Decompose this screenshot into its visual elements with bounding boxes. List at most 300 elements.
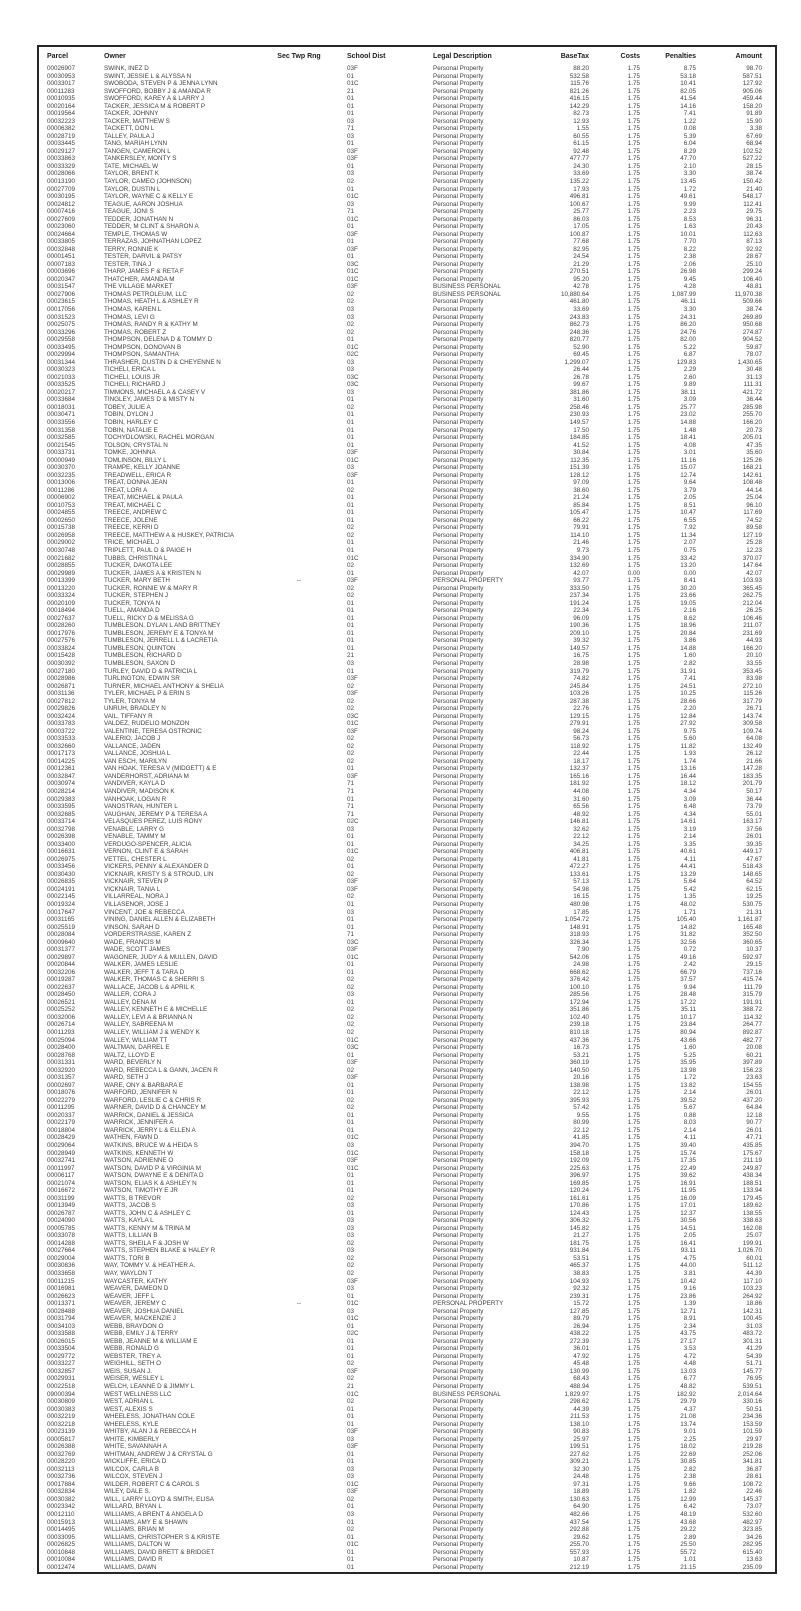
amount-cell: 28.61: [746, 1473, 762, 1481]
school-dist-cell: 01: [347, 1413, 355, 1421]
amount-cell: 145.77: [742, 1367, 762, 1375]
owner-cell: WARD, SETH J: [104, 1074, 149, 1082]
owner-cell: VAN ESCH, MARILYN: [104, 757, 167, 765]
penalties-cell: 43.75: [680, 1330, 696, 1338]
owner-cell: TOCHYDLOWSKI, RACHEL MORGAN: [104, 434, 214, 442]
owner-cell: TANG, MARIAH LYNN: [104, 140, 168, 148]
penalties-cell: 7.41: [683, 110, 696, 118]
table-row: [39, 1104, 775, 1112]
legal-description-cell: Personal Property: [433, 147, 484, 155]
costs-cell: 1.75: [627, 629, 640, 637]
amount-cell: 29.97: [746, 1435, 762, 1443]
base-tax-cell: 181.75: [569, 1239, 589, 1247]
penalties-cell: 14.82: [680, 923, 696, 931]
penalties-cell: 129.83: [676, 358, 696, 366]
sec-twp-rng-cell: [269, 1165, 329, 1173]
base-tax-cell: 245.84: [569, 682, 589, 690]
penalties-cell: 0.08: [683, 125, 696, 133]
owner-cell: WALLEY, KENNETH E & MICHELLE: [104, 1006, 208, 1014]
sec-twp-rng-cell: [269, 954, 329, 962]
legal-description-cell: Personal Property: [433, 765, 484, 773]
school-dist-cell: 03F: [347, 946, 358, 954]
costs-cell: 1.75: [627, 1157, 640, 1165]
table-row: [39, 1052, 775, 1060]
owner-cell: TICHELI, LOUIS JR: [104, 373, 160, 381]
sec-twp-rng-cell: [269, 1082, 329, 1090]
school-dist-cell: 02: [347, 321, 355, 329]
costs-cell: 1.75: [627, 577, 640, 585]
costs-cell: 1.75: [627, 351, 640, 359]
school-dist-cell: 03F: [347, 1157, 358, 1165]
sec-twp-rng-cell: [269, 344, 329, 352]
amount-cell: 435.85: [742, 1141, 762, 1149]
legal-description-cell: Personal Property: [433, 215, 484, 223]
costs-cell: 1.75: [627, 998, 640, 1006]
base-tax-cell: 33.69: [573, 306, 589, 313]
penalties-cell: 23.66: [680, 592, 696, 600]
penalties-cell: 1.74: [683, 757, 696, 765]
base-tax-cell: 65.56: [573, 803, 589, 811]
parcel-cell: 00015428: [47, 652, 76, 660]
base-tax-cell: 100.67: [569, 200, 589, 208]
base-tax-cell: 21.24: [573, 494, 589, 502]
parcel-cell: 00032660: [47, 742, 76, 750]
costs-cell: 1.75: [627, 1511, 640, 1518]
costs-cell: 1.75: [627, 464, 640, 472]
parcel-cell: 00012361: [47, 765, 76, 773]
base-tax-cell: 86.03: [573, 215, 589, 223]
sec-twp-rng-cell: [269, 1014, 329, 1022]
column-header-legal-description: Legal Description: [433, 53, 492, 60]
costs-cell: 1.75: [627, 396, 640, 404]
legal-description-cell: Personal Property: [433, 644, 484, 652]
penalties-cell: 46.11: [680, 298, 696, 306]
legal-description-cell: Personal Property: [433, 524, 484, 532]
school-dist-cell: 71: [347, 788, 355, 795]
costs-cell: 1.75: [627, 1563, 640, 1571]
table-row: [39, 954, 775, 962]
owner-cell: VALLANCE, JADEN: [104, 742, 161, 750]
costs-cell: 1.75: [627, 976, 640, 984]
sec-twp-rng-cell: [269, 298, 329, 306]
sec-twp-rng-cell: [269, 1052, 329, 1060]
owner-cell: WICKLIFFE, ERICA D: [104, 1458, 167, 1466]
sec-twp-rng-cell: [269, 261, 329, 269]
sec-twp-rng-cell: [269, 1270, 329, 1278]
owner-cell: TOBIN, HARLEY C: [104, 418, 159, 426]
penalties-cell: 15.07: [680, 464, 696, 472]
sec-twp-rng-cell: [269, 1428, 329, 1436]
base-tax-cell: 26.94: [573, 1322, 589, 1330]
owner-cell: VETTEL, CHESTER L: [104, 855, 167, 863]
legal-description-cell: Personal Property: [433, 336, 484, 344]
table-row: [39, 1044, 775, 1052]
penalties-cell: 9.45: [683, 275, 696, 283]
owner-cell: TOBIN, DYLON J: [104, 411, 154, 419]
school-dist-cell: 02C: [347, 1330, 359, 1338]
table-row: [39, 765, 775, 773]
owner-cell: TRICE, MICHAEL J: [104, 539, 160, 547]
penalties-cell: 2.14: [683, 1126, 696, 1134]
sec-twp-rng-cell: [269, 720, 329, 728]
legal-description-cell: Personal Property: [433, 426, 484, 434]
owner-cell: THARP, JAMES F & RETA F: [104, 268, 184, 276]
parcel-cell: 00028768: [47, 1051, 76, 1059]
penalties-cell: 1.22: [683, 117, 696, 125]
owner-cell: WEAVER, MACKENZIE J: [104, 1315, 176, 1323]
amount-cell: 179.45: [742, 1194, 762, 1202]
penalties-cell: 43.68: [680, 1518, 696, 1526]
legal-description-cell: Personal Property: [433, 1059, 484, 1067]
legal-description-cell: Personal Property: [433, 449, 484, 457]
legal-description-cell: Personal Property: [433, 1006, 484, 1014]
school-dist-cell: 03: [347, 366, 355, 374]
base-tax-cell: 57.13: [573, 878, 589, 886]
costs-cell: 1.75: [627, 622, 640, 630]
costs-cell: 1.75: [627, 358, 640, 366]
base-tax-cell: 41.81: [573, 855, 589, 863]
owner-cell: TREECE, MATTHEW A & HUSKEY, PATRICIA: [104, 531, 235, 539]
amount-cell: 421.72: [742, 388, 762, 396]
base-tax-cell: 68.43: [573, 1375, 589, 1383]
sec-twp-rng-cell: [269, 1089, 329, 1097]
owner-cell: THATCHER, AMANDA M: [104, 275, 175, 283]
legal-description-cell: Personal Property: [433, 810, 484, 818]
table-row: [39, 848, 775, 856]
table-row: [39, 652, 775, 660]
base-tax-cell: 92.48: [573, 147, 589, 155]
sec-twp-rng-cell: [269, 321, 329, 329]
amount-cell: 25.07: [746, 1232, 762, 1240]
costs-cell: 1.75: [627, 825, 640, 833]
amount-cell: 114.32: [743, 1013, 762, 1021]
legal-description-cell: Personal Property: [433, 976, 484, 984]
amount-cell: 112.41: [743, 200, 762, 208]
legal-description-cell: Personal Property: [433, 675, 484, 683]
table-row: [39, 419, 775, 427]
table-row: [39, 818, 775, 826]
legal-description-cell: Personal Property: [433, 1247, 484, 1255]
base-tax-cell: 24.98: [573, 961, 589, 969]
costs-cell: 1.75: [627, 953, 640, 961]
penalties-cell: 6.87: [683, 351, 696, 359]
sec-twp-rng-cell: [269, 276, 329, 284]
base-tax-cell: 16.73: [573, 1044, 589, 1052]
school-dist-cell: 03F: [347, 1074, 358, 1082]
sec-twp-rng-cell: [269, 231, 329, 239]
base-tax-cell: 32.62: [573, 825, 589, 833]
parcel-cell: 00033863: [47, 155, 76, 163]
table-row: [39, 1436, 775, 1444]
table-row: [39, 1285, 775, 1293]
sec-twp-rng-cell: [269, 65, 329, 73]
sec-twp-rng-cell: [269, 427, 329, 435]
sec-twp-rng-cell: [269, 750, 329, 758]
parcel-cell: 00029558: [47, 336, 76, 344]
school-dist-cell: 71: [347, 208, 355, 216]
column-header-costs: Costs: [620, 53, 640, 60]
penalties-cell: 10.41: [680, 80, 696, 88]
amount-cell: 530.75: [742, 900, 762, 908]
penalties-cell: 2.89: [683, 1533, 696, 1541]
costs-cell: 1.75: [627, 313, 640, 321]
penalties-cell: 12.84: [680, 712, 696, 720]
base-tax-cell: 21.27: [573, 1232, 589, 1240]
parcel-cell: 00020109: [47, 599, 76, 607]
owner-cell: VICKNAIR, TANIA L: [104, 885, 161, 893]
sec-twp-rng-cell: [269, 765, 329, 773]
parcel-cell: 00034103: [47, 1322, 76, 1330]
owner-cell: WATTS, SHEILA F & JOSH W: [104, 1239, 189, 1247]
sec-twp-rng-cell: [269, 1067, 329, 1075]
parcel-cell: 00023342: [47, 1503, 76, 1511]
parcel-cell: 00032857: [47, 1367, 76, 1375]
parcel-cell: 00032685: [47, 810, 76, 818]
owner-cell: WATSON, TIMOTHY E JR: [104, 1187, 178, 1195]
sec-twp-rng-cell: [269, 389, 329, 397]
costs-cell: 1.75: [627, 1217, 640, 1225]
costs-cell: 1.75: [627, 938, 640, 946]
owner-cell: WEST, ADRIAN L: [104, 1398, 154, 1406]
school-dist-cell: 03: [347, 1232, 355, 1240]
sec-twp-rng-cell: [269, 1353, 329, 1361]
sec-twp-rng-cell: [269, 1345, 329, 1353]
costs-cell: 1.75: [627, 140, 640, 148]
table-row: [39, 728, 775, 736]
base-tax-cell: 138.10: [569, 1420, 589, 1428]
base-tax-cell: 810.18: [569, 1029, 589, 1036]
school-dist-cell: 01: [347, 418, 355, 426]
parcel-cell: 00029064: [47, 1141, 76, 1149]
base-tax-cell: 16.75: [573, 652, 589, 660]
base-tax-cell: 192.09: [569, 1157, 589, 1165]
table-row: [39, 1353, 775, 1361]
legal-description-cell: Personal Property: [433, 1322, 484, 1330]
parcel-cell: 00013399: [47, 577, 76, 585]
parcel-cell: 00033533: [47, 735, 76, 743]
owner-cell: TREAT, LORI A: [104, 486, 148, 494]
costs-cell: 1.75: [627, 1307, 640, 1315]
school-dist-cell: 01: [347, 629, 355, 637]
school-dist-cell: 21: [347, 652, 355, 660]
amount-cell: 166.20: [742, 644, 762, 652]
parcel-cell: 00017976: [47, 629, 76, 637]
base-tax-cell: 351.86: [569, 1006, 589, 1014]
base-tax-cell: 318.93: [569, 931, 589, 939]
owner-cell: TUMBLESON, DYLAN L AND BRITTNEY: [104, 622, 221, 630]
penalties-cell: 8.41: [683, 577, 696, 585]
table-row: [39, 547, 775, 555]
parcel-cell: 00028488: [47, 1307, 76, 1315]
sec-twp-rng-cell: [269, 411, 329, 419]
legal-description-cell: Personal Property: [433, 1066, 484, 1074]
sec-twp-rng-cell: [269, 780, 329, 788]
table-row: [39, 924, 775, 932]
school-dist-cell: 03: [347, 1141, 355, 1149]
costs-cell: 1.75: [627, 1187, 640, 1195]
legal-description-cell: Personal Property: [433, 1089, 484, 1097]
school-dist-cell: 01: [347, 795, 355, 803]
base-tax-cell: 54.98: [573, 885, 589, 893]
school-dist-cell: 02: [347, 1495, 355, 1503]
parcel-cell: 00026623: [47, 1292, 76, 1300]
legal-description-cell: Personal Property: [433, 95, 484, 103]
school-dist-cell: 03F: [347, 155, 358, 163]
parcel-cell: 00033324: [47, 592, 76, 600]
legal-description-cell: Personal Property: [433, 1315, 484, 1323]
costs-cell: 1.75: [627, 900, 640, 908]
owner-cell: VALLANCE, JOSHUA L: [104, 750, 171, 758]
owner-cell: WILLIAMS, A BRENT & ANGELA D: [104, 1511, 203, 1518]
sec-twp-rng-cell: [269, 939, 329, 947]
owner-cell: TEDDER, M CLINT & SHARON A: [104, 223, 199, 231]
owner-cell: VERNON, CLINT E & SARAH: [104, 848, 188, 856]
sec-twp-rng-cell: [269, 524, 329, 532]
sec-twp-rng-cell: [269, 73, 329, 81]
parcel-cell: 00025094: [47, 1036, 76, 1044]
penalties-cell: 0.75: [683, 547, 696, 554]
legal-description-cell: Personal Property: [433, 1044, 484, 1052]
penalties-cell: 40.61: [680, 848, 696, 856]
table-row: [39, 1443, 775, 1451]
costs-cell: 1.75: [627, 1262, 640, 1270]
school-dist-cell: 71: [347, 803, 355, 811]
amount-cell: 98.70: [746, 65, 762, 72]
costs-cell: 1.75: [627, 1533, 640, 1541]
parcel-cell: 00016672: [47, 1187, 76, 1195]
owner-cell: WALKER, JEFF T & TARA D: [104, 968, 185, 976]
owner-cell: TREAT, DONNA JEAN: [104, 479, 168, 487]
penalties-cell: 8.29: [683, 147, 696, 155]
owner-cell: WEBSTER, TREY A: [104, 1352, 161, 1360]
base-tax-cell: 333.50: [569, 584, 589, 592]
penalties-cell: 9.99: [683, 200, 696, 208]
parcel-cell: 00026714: [47, 1021, 76, 1029]
sec-twp-rng-cell: [269, 509, 329, 517]
legal-description-cell: Personal Property: [433, 516, 484, 524]
parcel-cell: 00031344: [47, 358, 76, 366]
legal-description-cell: Personal Property: [433, 1013, 484, 1021]
amount-cell: 50.17: [746, 788, 762, 795]
amount-cell: 92.92: [746, 245, 762, 253]
legal-description-cell: Personal Property: [433, 1111, 484, 1119]
sec-twp-rng-cell: [269, 931, 329, 939]
owner-cell: TOBIN, NATALIE E: [104, 426, 158, 434]
school-dist-cell: 01: [347, 140, 355, 148]
penalties-cell: 22.69: [680, 1450, 696, 1458]
sec-twp-rng-cell: [269, 479, 329, 487]
amount-cell: 511.12: [743, 1262, 762, 1270]
legal-description-cell: Personal Property: [433, 1149, 484, 1157]
parcel-cell: 00031199: [47, 1194, 75, 1202]
parcel-cell: 00018494: [47, 607, 76, 615]
amount-cell: 10.37: [746, 946, 762, 954]
costs-cell: 1.75: [627, 1556, 640, 1564]
penalties-cell: 3.35: [683, 840, 696, 848]
sec-twp-rng-cell: [269, 193, 329, 201]
legal-description-cell: Personal Property: [433, 1239, 484, 1247]
parcel-cell: 00014288: [47, 1239, 76, 1247]
parcel-cell: 00022145: [47, 893, 76, 901]
costs-cell: 1.75: [627, 170, 640, 178]
sec-twp-rng-cell: [269, 1503, 329, 1511]
school-dist-cell: 02: [347, 592, 355, 600]
sec-twp-rng-cell: [269, 1157, 329, 1165]
owner-cell: WILLIAMS, BRIAN M: [104, 1526, 164, 1534]
legal-description-cell: Personal Property: [433, 848, 484, 856]
amount-cell: 20.73: [746, 426, 762, 434]
table-row: [39, 1413, 775, 1421]
costs-cell: 1.75: [627, 343, 640, 351]
table-row: [39, 1330, 775, 1338]
owner-cell: WATTS, JACOB S: [104, 1202, 156, 1210]
owner-cell: TREAT, MICHAEL C: [104, 501, 162, 509]
amount-cell: 274.87: [742, 328, 762, 336]
costs-cell: 1.75: [627, 132, 640, 140]
school-dist-cell: 02: [347, 870, 355, 878]
amount-cell: 360.65: [742, 938, 762, 946]
school-dist-cell: 03C: [347, 1044, 359, 1052]
amount-cell: 147.28: [742, 765, 762, 773]
penalties-cell: 13.20: [680, 562, 696, 570]
amount-cell: 108.48: [742, 479, 762, 487]
legal-description-cell: Personal Property: [433, 125, 484, 133]
sec-twp-rng-cell: [269, 186, 329, 194]
costs-cell: 1.75: [627, 968, 640, 976]
sec-twp-rng-cell: [269, 886, 329, 894]
sec-twp-rng-cell: [269, 1247, 329, 1255]
owner-cell: WEAVER, DAMEON D: [104, 1285, 169, 1293]
base-tax-cell: 48.92: [573, 810, 589, 818]
table-row: [39, 170, 775, 178]
sec-twp-rng-cell: [269, 1112, 329, 1120]
costs-cell: 1.75: [627, 238, 640, 246]
school-dist-cell: 03: [347, 1473, 355, 1481]
parcel-cell: 00033495: [47, 343, 76, 351]
legal-description-cell: Personal Property: [433, 916, 484, 924]
school-dist-cell: 01: [347, 102, 355, 110]
costs-cell: 1.75: [627, 690, 640, 698]
sec-twp-rng-cell: [269, 1059, 329, 1067]
penalties-cell: 2.20: [683, 705, 696, 713]
legal-description-cell: Personal Property: [433, 562, 484, 570]
penalties-cell: 4.08: [683, 441, 696, 449]
school-dist-cell: 01C: [347, 215, 359, 223]
base-tax-cell: 29.62: [573, 1533, 589, 1541]
school-dist-cell: 02: [347, 742, 355, 750]
school-dist-cell: 03: [347, 388, 355, 396]
owner-cell: VAIL, TIFFANY R: [104, 712, 153, 720]
amount-cell: 323.85: [742, 1526, 762, 1534]
table-row: [39, 562, 775, 570]
base-tax-cell: 237.34: [569, 592, 589, 600]
base-tax-cell: 74.82: [573, 675, 589, 683]
school-dist-cell: 01: [347, 667, 355, 675]
legal-description-cell: Personal Property: [433, 486, 484, 494]
sec-twp-rng-cell: [269, 675, 329, 683]
owner-cell: WILLIAMS, DAVID R: [104, 1556, 163, 1564]
base-tax-cell: 820.77: [569, 336, 589, 344]
penalties-cell: 16.91: [680, 1179, 696, 1187]
base-tax-cell: 53.21: [573, 1051, 589, 1059]
table-row: [39, 1255, 775, 1263]
table-row: [39, 457, 775, 465]
parcel-cell: 00026871: [47, 682, 76, 690]
table-row: [39, 389, 775, 397]
costs-cell: 1.75: [627, 705, 640, 713]
costs-cell: 1.75: [627, 260, 640, 268]
amount-cell: 205.01: [742, 434, 762, 442]
